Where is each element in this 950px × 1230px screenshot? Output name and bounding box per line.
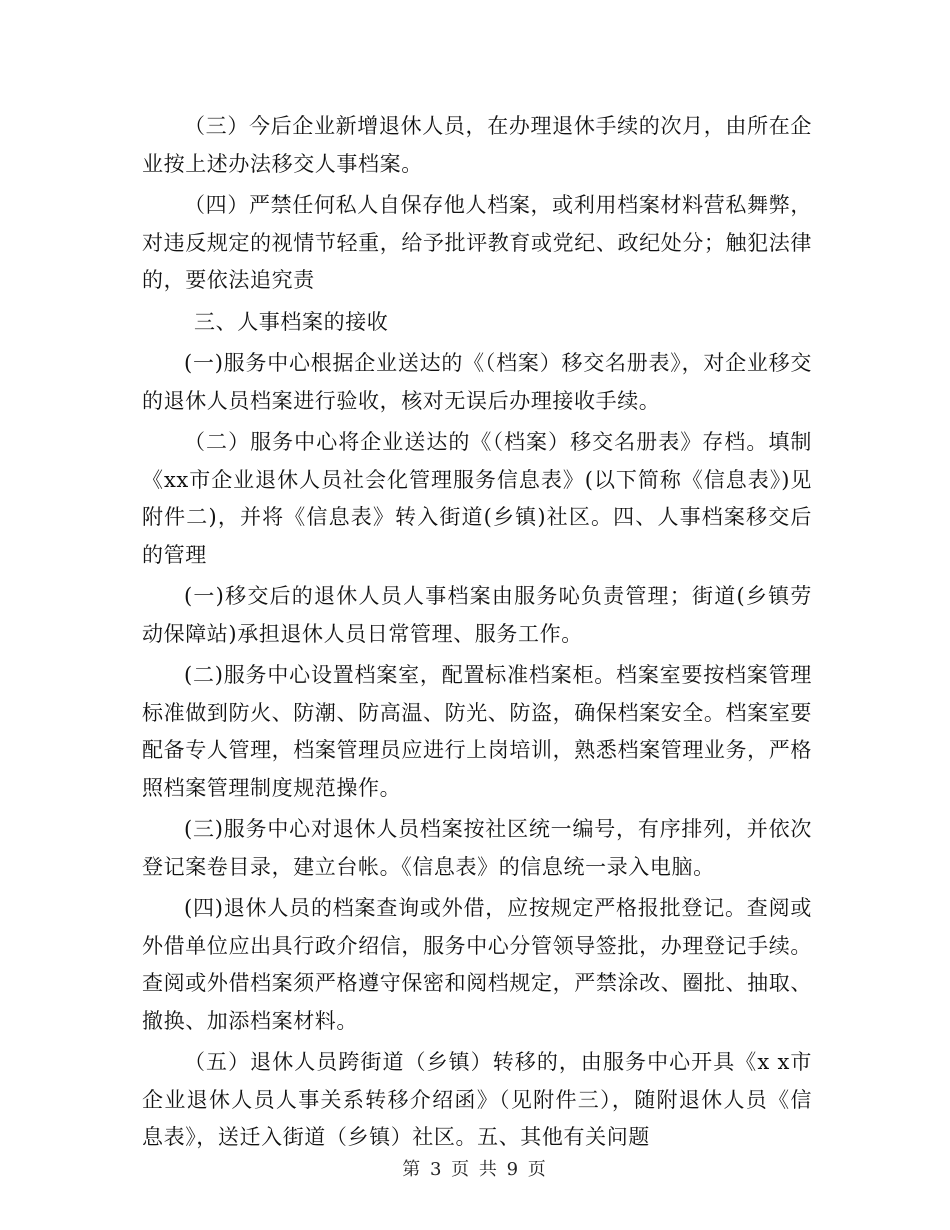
paragraph-enterprise-new-retirees: （三）今后企业新增退休人员，在办理退休手续的次月，由所在企业按上述办法移交人事档案。: [142, 114, 812, 176]
paragraph-transfer: （五）退休人员跨街道（乡镇）转移的，由服务中心开具《x x市企业退休人员人事关系转移介绍函》（见附件三），随附退休人员《信息表》，送迁入街道（乡镇）社区。五、其他有关问题: [142, 1050, 812, 1149]
paragraph-prohibition: （四）严禁任何私人自保存他人档案，或利用档案材料营私舞弊，对违反规定的视情节轻重，给予批评教育或党纪、政纪处分；触犯法律的，要依法追究责: [142, 193, 812, 292]
paragraph-management: (一)移交后的退休人员人事档案由服务吣负责管理；街道(乡镇劳动保障站)承担退休人员日常管理、服务工作。: [142, 584, 812, 646]
paragraph-numbering: (三)服务中心对退休人员档案按社区统一编号，有序排列，并依次登记案卷目录，建立台帐。《信息表》的信息统一录入电脑。: [142, 817, 812, 879]
paragraph-acceptance: (一)服务中心根据企业送达的《（档案）移交名册表》，对企业移交的退休人员档案进行验收，核对无误后办理接收手续。: [142, 351, 812, 413]
paragraph-filing: （二）服务中心将企业送达的《（档案）移交名册表》存档。填制《xx市企业退休人员社会化管理服务信息表》(以下简称《信息表》)见附件二)，并将《信息表》转入街道(乡镇)社区。四、人事档案移交后的管理: [142, 430, 812, 567]
paragraph-archive-room: (二)服务中心设置档案室，配置标准档案柜。档案室要按档案管理标准做到防火、防潮、防高温、防光、防盗，确保档案安全。档案室要配备专人管理，档案管理员应进行上岗培训，熟悉档案管理业务，严格照档案管理制度规范操作。: [142, 663, 812, 800]
section-heading-reception: 三、人事档案的接收: [194, 309, 389, 334]
document-body: [142, 108, 812, 1161]
paragraph-inquiry: (四)退休人员的档案查询或外借，应按规定严格报批登记。查阅或外借单位应出具行政介绍信，服务中心分管领导签批，办理登记手续。查阅或外借档案须严格遵守保密和阅档规定，严禁涂改、圈批、抽取、撤换、加添档案材料。: [142, 896, 812, 1033]
page-number-footer: 第 3 页 共 9 页: [402, 1159, 548, 1180]
